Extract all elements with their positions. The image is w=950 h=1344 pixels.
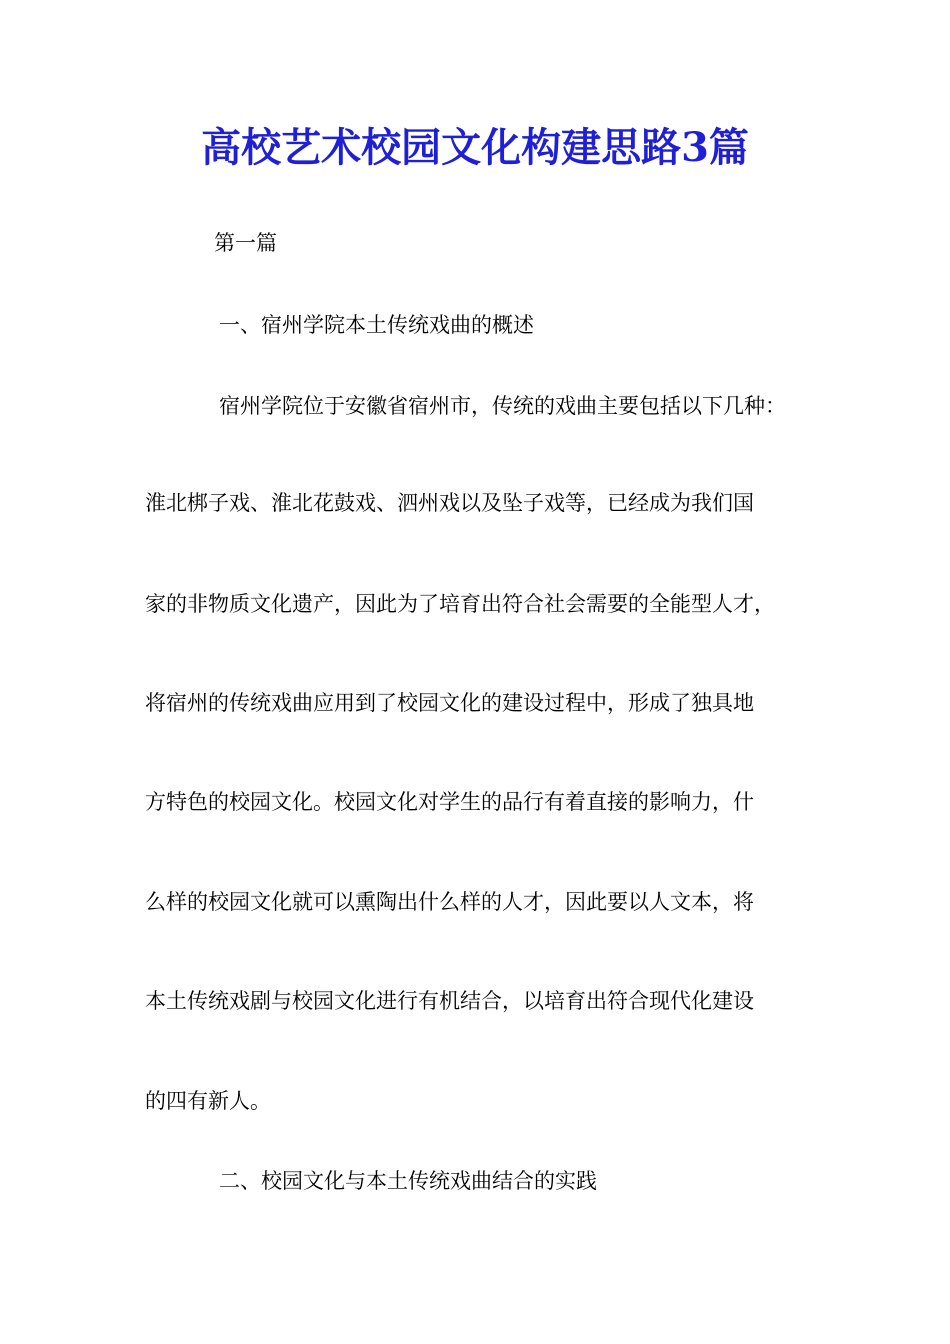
section-heading-first-part: 第一篇 <box>214 231 277 255</box>
paragraph-line-1: 宿州学院位于安徽省宿州市，传统的戏曲主要包括以下几种： <box>219 394 786 418</box>
paragraph-line-2: 淮北梆子戏、淮北花鼓戏、泗州戏以及坠子戏等，已经成为我们国 <box>145 491 754 515</box>
paragraph-line-7: 本土传统戏剧与校园文化进行有机结合，以培育出符合现代化建设 <box>145 989 754 1013</box>
paragraph-line-6: 么样的校园文化就可以熏陶出什么样的人才，因此要以人文本，将 <box>145 890 754 914</box>
paragraph-line-4: 将宿州的传统戏曲应用到了校园文化的建设过程中，形成了独具地 <box>145 691 754 715</box>
paragraph-line-8: 的四有新人。 <box>145 1089 271 1113</box>
paragraph-line-3: 家的非物质文化遗产，因此为了培育出符合社会需要的全能型人才， <box>145 592 775 616</box>
paragraph-line-5: 方特色的校园文化。校园文化对学生的品行有着直接的影响力，什 <box>145 790 754 814</box>
subheading-practice: 二、校园文化与本土传统戏曲结合的实践 <box>219 1169 597 1193</box>
document-title: 高校艺术校园文化构建思路3篇 <box>201 124 749 171</box>
subheading-overview: 一、宿州学院本土传统戏曲的概述 <box>219 313 534 337</box>
